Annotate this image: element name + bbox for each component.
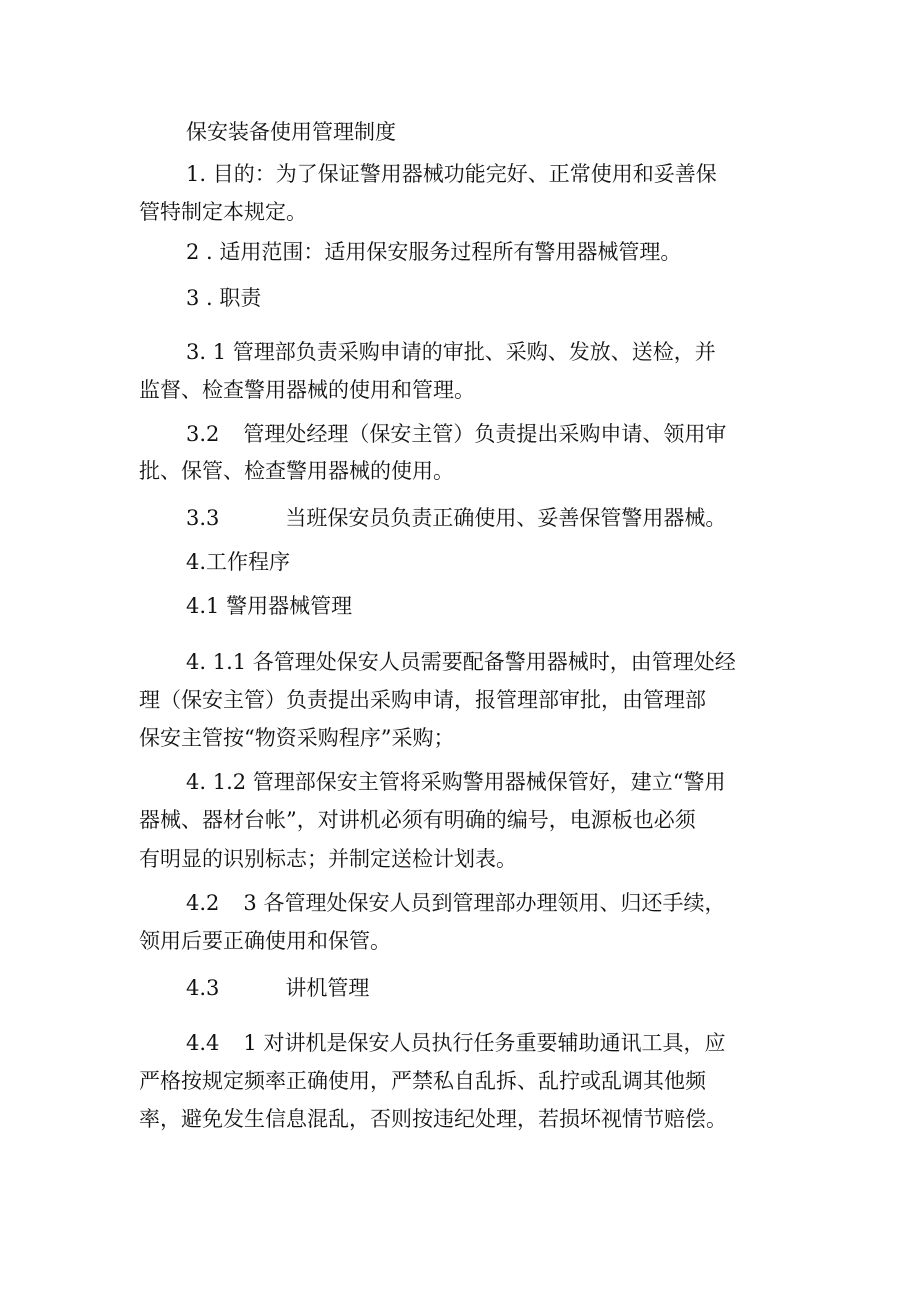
paragraph-4-4-line-3: 率，避免发生信息混乱，否则按违纪处理，若损坏视情节赔偿。 [139,1107,727,1131]
paragraph-3-2-line-1 [186,420,726,448]
paragraph-text: 讲机管理 [285,976,370,1000]
paragraph-text: 管理处经理（保安主管）负责提出采购申请、领用审 [243,422,727,446]
paragraph-3-3 [186,504,726,532]
paragraph-4-1-1-line-2: 理（保安主管）负责提出采购申请，报管理部审批，由管理部 [139,688,706,712]
paragraph-4-1-2-line-3: 有明显的识别标志；并制定送检计划表。 [139,847,517,871]
paragraph-3: 3 . 职责 [186,286,262,310]
paragraph-4-1-2-line-2: 器械、器材台帐”，对讲机必须有明确的编号，电源板也必须 [139,808,696,832]
section-number: 3.3 [186,506,220,530]
paragraph-text: 当班保安员负责正确使用、妥善保管警用器械。 [285,506,727,530]
document-title: 保安装备使用管理制度 [186,120,396,144]
section-number: 4.4 [186,1031,220,1055]
paragraph-3-1-line-1: 3. 1 管理部负责采购申请的审批、采购、发放、送检，并 [186,340,716,364]
paragraph-4-1-2-line-1: 4. 1.2 管理部保安主管将采购警用器械保管好，建立“警用 [186,770,726,794]
paragraph-1-line-1: 1. 目的：为了保证警用器械功能完好、正常使用和妥善保 [186,162,717,186]
paragraph-4-1: 4.1 警用器械管理 [186,594,353,618]
paragraph-3-2-line-2: 批、保管、检查警用器械的使用。 [139,459,454,483]
paragraph-4-4-line-2: 严格按规定频率正确使用，严禁私自乱拆、乱拧或乱调其他频 [139,1069,706,1093]
paragraph-text: 1 对讲机是保安人员执行任务重要辅助通讯工具，应 [243,1031,726,1055]
section-number: 4.2 [186,891,220,915]
section-number: 4.3 [186,976,220,1000]
paragraph-4-2-line-1 [186,889,725,917]
paragraph-4: 4.工作程序 [186,550,291,574]
section-number: 3.2 [186,422,220,446]
paragraph-4-1-1-line-1: 4. 1.1 各管理处保安人员需要配备警用器械时，由管理处经 [186,650,736,674]
paragraph-1-line-2: 管特制定本规定。 [139,200,307,224]
paragraph-4-2-line-2: 领用后要正确使用和保管。 [139,929,391,953]
paragraph-4-4-line-1 [186,1029,725,1057]
paragraph-4-3 [186,974,369,1002]
paragraph-3-1-line-2: 监督、检查警用器械的使用和管理。 [139,378,475,402]
paragraph-2: 2 . 适用范围：适用保安服务过程所有警用器械管理。 [186,240,682,264]
paragraph-4-1-1-line-3: 保安主管按“物资采购程序”采购； [139,726,455,750]
paragraph-text: 3 各管理处保安人员到管理部办理领用、归还手续， [243,891,726,915]
